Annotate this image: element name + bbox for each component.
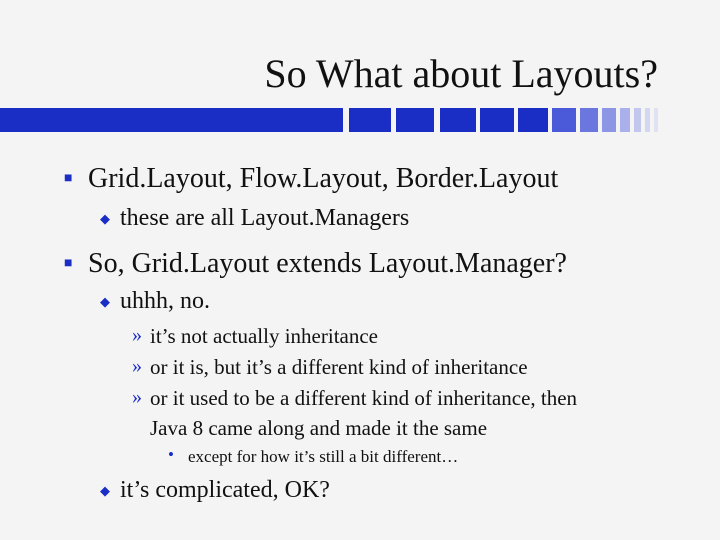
bar-segment	[645, 108, 650, 132]
bullet-text: it’s complicated, OK?	[120, 477, 330, 503]
bullet-continuation: Java 8 came along and made it the same	[150, 416, 488, 440]
slide-title: So What about Layouts?	[264, 51, 658, 96]
chevron-bullet-icon: »	[132, 386, 142, 408]
bullet-text: it’s not actually inheritance	[150, 324, 379, 348]
chevron-bullet-icon: »	[132, 324, 142, 346]
bullet-text: except for how it’s still a bit different…	[188, 447, 459, 466]
diamond-bullet-icon: ◆	[100, 211, 110, 226]
bullet-text: So, Grid.Layout extends Layout.Manager?	[88, 248, 567, 279]
bullet-text: these are all Layout.Managers	[120, 205, 410, 231]
bar-segment	[518, 108, 548, 132]
bullet-text: or it used to be a different kind of inheritance, then	[150, 386, 578, 410]
bar-segment	[602, 108, 616, 132]
bar-segment	[349, 108, 391, 132]
bullet-text: uhhh, no.	[120, 288, 210, 314]
bar-segment	[552, 108, 576, 132]
chevron-bullet-icon: »	[132, 355, 142, 377]
bar-segment	[654, 108, 658, 132]
bar-segment	[0, 108, 343, 132]
dot-bullet-icon: •	[168, 445, 174, 464]
bullet-text: Grid.Layout, Flow.Layout, Border.Layout	[88, 163, 559, 194]
diamond-bullet-icon: ◆	[100, 294, 110, 309]
bar-segment	[440, 108, 476, 132]
title-underline-bar	[0, 108, 720, 132]
bar-segment	[620, 108, 630, 132]
bar-segment	[580, 108, 598, 132]
square-bullet-icon: ■	[64, 171, 73, 186]
bar-segment	[634, 108, 641, 132]
square-bullet-icon: ■	[64, 256, 73, 271]
bar-segment	[480, 108, 514, 132]
bullet-text: or it is, but it’s a different kind of inheritance	[150, 355, 528, 379]
bar-segment	[396, 108, 434, 132]
diamond-bullet-icon: ◆	[100, 483, 110, 498]
